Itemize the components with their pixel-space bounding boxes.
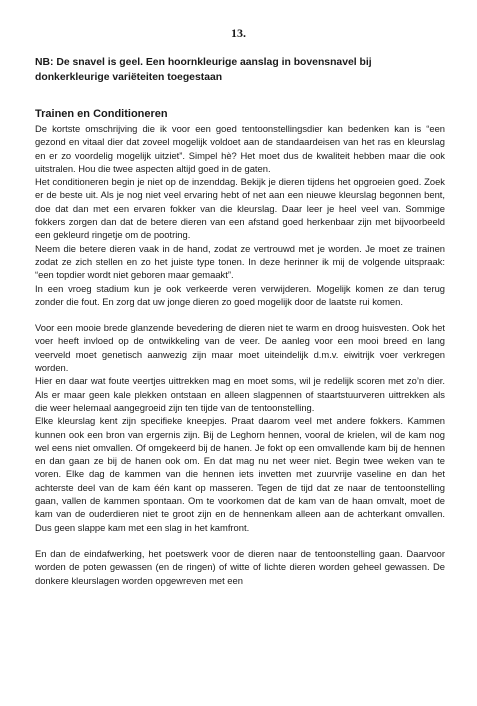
paragraph: In een vroeg stadium kun je ook verkeerde veren verwijderen. Mogelijk komen ze dan terug zonder die fout. En zorg dat uw jonge dieren zo goed mogelijk door de laatste rui komen. (35, 282, 445, 307)
paragraph-gap (35, 534, 445, 547)
paragraph: Het conditioneren begin je niet op de inzenddag. Bekijk je dieren tijdens het opgroeien goed. Zoek er de beste uit. Als je nog niet veel ervaring hebt of net aan een nieuwe kleurslag begonnen bent, doe dat dan met een ervaren fokker van die kleurslag. Daar leer je heel veel van. Sommige fokkers zorgen dan dat de betere dieren van een afstand goed herkenbaar zijn met bijvoorbeeld een gekleurd ringetje om de pootring. (35, 176, 445, 241)
page-content (35, 56, 445, 587)
paragraph: Neem die betere dieren vaak in de hand, zodat ze vertrouwd met je worden. Je moet ze trainen zodat ze zich stellen en zo het juiste type tonen. In deze herinner ik mij de volgende uitspraak: “een topdier wordt niet geboren maar gemaakt”. (35, 242, 445, 281)
paragraph: Elke kleurslag kent zijn specifieke kneepjes. Praat daarom veel met andere fokkers. Kammen kunnen ook een bron van ergernis zijn. Bij de Leghorn hennen, vooral de krielen, wil de kam nog wel eens niet omvallen. Of omgekeerd bij de hanen. Je fokt op een omvallende kam bij de hennen en dan gaan ze bij de hanen ook om. En dat mag nu net weer niet. Begin twee weken van te voren. Elke dag de kammen van die hennen iets invetten met zuurvrije vaseline en dan het achterste deel van de kam één kant op masseren. Tegen de tijd dat ze naar de tentoonstelling gaan, vallen de kammen spontaan. Om te voorkomen dat de kam van de haan omvalt, moet de kam van de ouderdieren niet te groot zijn en de hennenkam alleen aan de achterkant omvallen. Dus geen slappe kam met een slag in het kamfront. (35, 415, 445, 533)
paragraph: En dan de eindafwerking, het poetswerk voor de dieren naar de tentoonstelling gaan. Daarvoor worden de poten gewassen (en de ringen) of witte of lichte dieren worden geheel gewassen. De donkere kleurslagen worden opgewreven met een (35, 547, 445, 586)
paragraph: Hier en daar wat foute veertjes uittrekken mag en moet soms, wil je redelijk scoren met zo’n dier. Als er maar geen kale plekken ontstaan en alleen slagpennen of staartstuurveren uittrekken als die weer helemaal aangegroeid zijn ten tijde van de tentoonstelling. (35, 375, 445, 413)
paragraph: Voor een mooie brede glanzende bevedering de dieren niet te warm en droog huisvesten. Ook het voer heeft invloed op de ontwikkeling van de veer. De aanleg voor een mooi breed en lang veerveld moet genetisch aanwezig zijn maar moet uiteindelijk d.m.v. eiwitrijk voer verkregen worden. (35, 322, 445, 374)
note-paragraph: NB: De snavel is geel. Een hoornkleurige aanslag in bovensnavel bij donkerkleurige variëteiten toegestaan (35, 57, 372, 83)
page-number: 13. (231, 26, 246, 40)
paragraph-gap (35, 308, 445, 321)
section-title: Trainen en Conditioneren (35, 108, 168, 120)
paragraph: De kortste omschrijving die ik voor een goed tentoonstellingsdier kan bedenken kan is “een gezond en vitaal dier dat zoveel mogelijk voldoet aan de standaardeisen van het ras en kleurslag en er zo voordelig mogelijk uitziet”. Simpel hè? Het moet dus de kwaliteit hebben maar die ook uitstralen. Hou die twee aspecten altijd goed in de gaten. (35, 123, 445, 174)
